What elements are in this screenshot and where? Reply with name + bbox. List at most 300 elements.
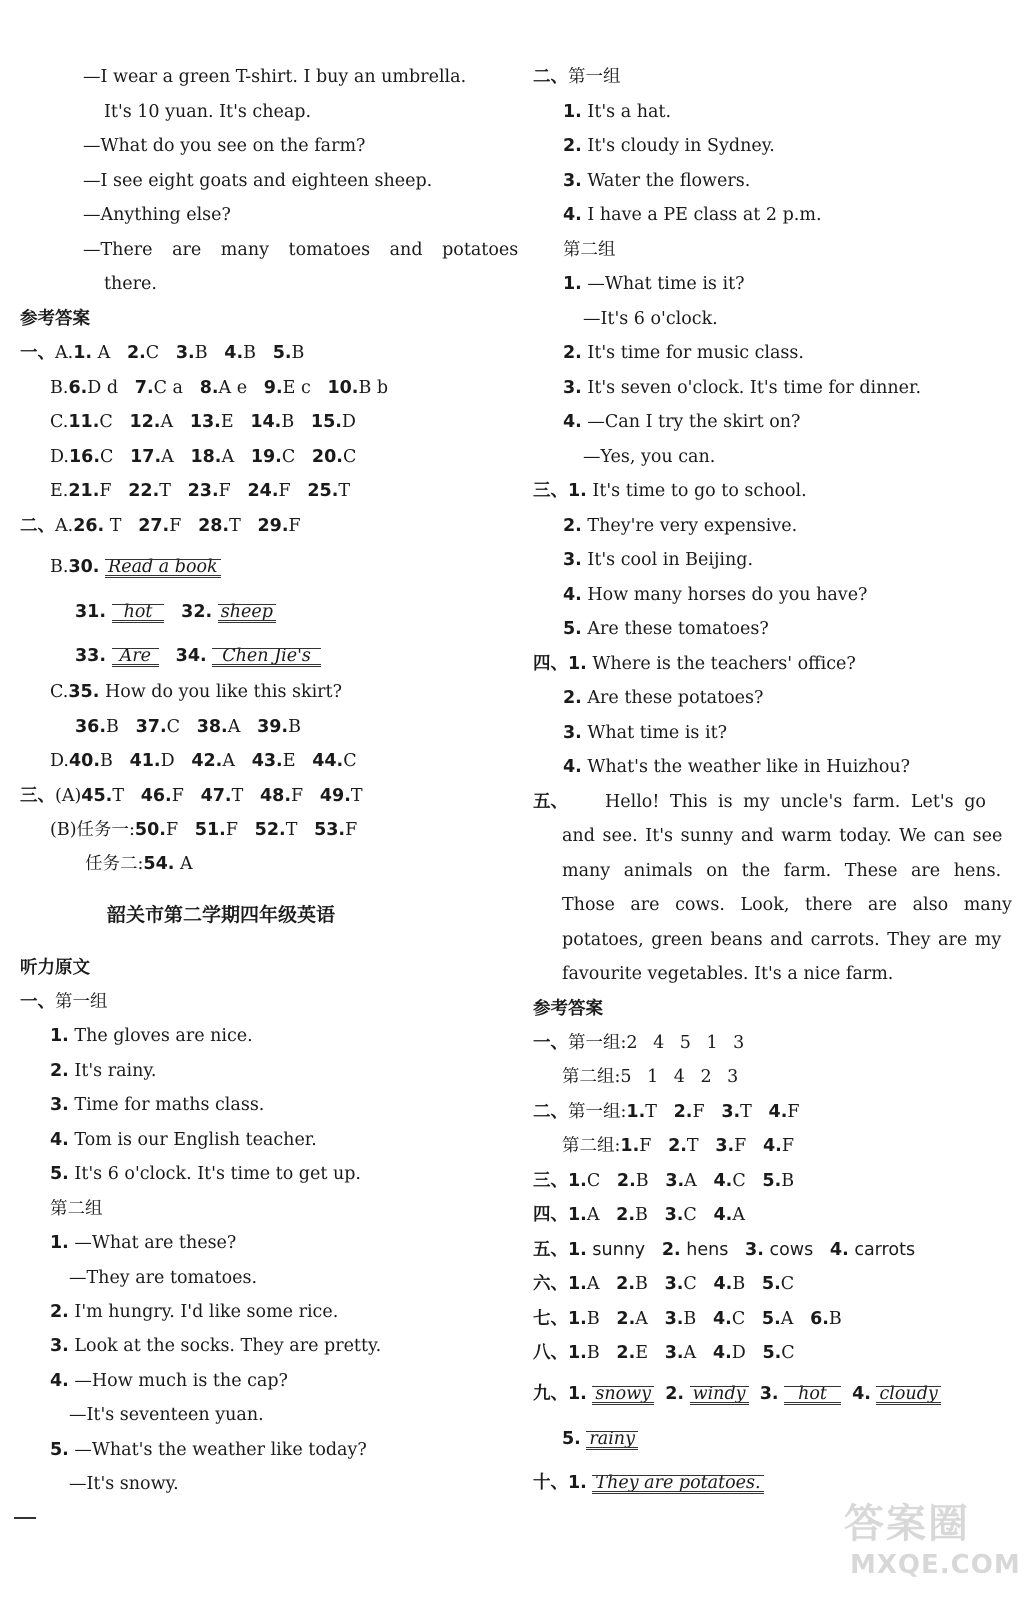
group-label: 第二组 xyxy=(563,240,616,260)
item-answer: A xyxy=(221,447,235,467)
answer-row xyxy=(20,515,301,537)
list-item xyxy=(50,1439,367,1461)
item-answer: B xyxy=(683,1309,697,1329)
answer-row xyxy=(533,1101,800,1123)
item-answer: C xyxy=(586,1171,601,1191)
item-answer: B xyxy=(106,717,119,737)
item-number: 4. xyxy=(763,1136,782,1156)
dialog-line: there. xyxy=(104,274,157,294)
group-answers: 第一组:2 4 5 1 3 xyxy=(568,1033,745,1053)
handwritten-answer: rainy xyxy=(586,1428,638,1450)
item-number: 4. xyxy=(563,205,582,225)
item-answer: A xyxy=(161,447,174,467)
item-number: 2. xyxy=(563,516,582,536)
dialog-line: —Anything else? xyxy=(83,205,231,225)
group-heading xyxy=(533,66,621,88)
answers-heading: 参考答案 xyxy=(20,309,90,329)
item-answer: T xyxy=(686,1136,699,1156)
item-text: Are these potatoes? xyxy=(587,688,764,708)
item-answer: F xyxy=(278,481,291,501)
item-answer: C xyxy=(166,717,180,737)
list-item xyxy=(533,480,807,502)
item-number: 2. xyxy=(563,688,582,708)
item-text: Water the flowers. xyxy=(587,171,751,191)
item-number: 1. xyxy=(568,481,587,501)
list-item xyxy=(563,101,671,123)
item-number: 3. xyxy=(563,378,582,398)
item-answer: B xyxy=(828,1309,842,1329)
item-number: 3. xyxy=(50,1336,69,1356)
divider xyxy=(14,1517,36,1519)
row-prefix: B. xyxy=(50,557,69,577)
item-answer: A xyxy=(97,343,111,363)
item-answer: T xyxy=(231,786,244,806)
item-number: 16. xyxy=(68,447,100,467)
item-answer: F xyxy=(225,820,238,840)
answer-row xyxy=(50,681,342,703)
exam-title: 韶关市第二学期四年级英语 xyxy=(107,904,336,926)
item-number: 4. xyxy=(852,1384,871,1404)
list-item xyxy=(69,1473,179,1495)
row-prefix: A. xyxy=(55,516,74,536)
section-label: 六、 xyxy=(533,1274,568,1294)
handwritten-answer: Are xyxy=(112,645,159,667)
item-text: I have a PE class at 2 p.m. xyxy=(587,205,822,225)
item-number: 17. xyxy=(130,447,162,467)
list-item xyxy=(563,515,797,537)
answer-row xyxy=(75,645,321,667)
item-text: What time is it? xyxy=(587,723,727,743)
item-answer: T xyxy=(740,1102,752,1122)
item-answer: B xyxy=(781,1171,795,1191)
item-text: It's a hat. xyxy=(587,102,672,122)
item-answer: A xyxy=(684,1171,697,1191)
passage-line: many animals on the farm. These are hens. xyxy=(562,861,1002,881)
row-prefix: B. xyxy=(50,378,69,398)
item-number: 45. xyxy=(81,786,113,806)
item-number: 41. xyxy=(129,751,161,771)
item-number: 23. xyxy=(187,481,219,501)
item-text: It's cloudy in Sydney. xyxy=(587,136,775,156)
list-item xyxy=(50,1301,338,1323)
handwritten-answer: Read a book xyxy=(105,556,221,578)
item-number: 4. xyxy=(563,412,582,432)
item-number: 46. xyxy=(140,786,172,806)
item-answer: B xyxy=(100,751,113,771)
item-number: 53. xyxy=(314,820,346,840)
item-answer: T xyxy=(112,786,124,806)
item-answer: B xyxy=(288,717,301,737)
item-number: 2. xyxy=(50,1302,69,1322)
section-label: 三、 xyxy=(533,481,568,501)
item-number: 1. xyxy=(568,1473,587,1493)
section-label: 九、 xyxy=(533,1384,568,1404)
item-answer: E c xyxy=(282,378,311,398)
item-number: 4. xyxy=(50,1371,69,1391)
item-answer: F xyxy=(165,820,179,840)
row-prefix: E. xyxy=(50,481,69,501)
item-number: 51. xyxy=(194,820,226,840)
item-answer: B xyxy=(281,412,295,432)
item-text: —How much is the cap? xyxy=(74,1371,288,1391)
item-answer: F xyxy=(781,1136,794,1156)
item-number: 5. xyxy=(761,1309,781,1329)
section-label: 一、 xyxy=(20,343,55,363)
answer-row xyxy=(50,411,356,433)
list-item xyxy=(50,1094,264,1116)
item-answer: A xyxy=(683,1343,697,1363)
item-answer: B b xyxy=(358,378,389,398)
item-number: 49. xyxy=(319,786,351,806)
item-number: 4. xyxy=(563,585,582,605)
handwritten-answer: windy xyxy=(690,1383,749,1405)
item-answer: C xyxy=(343,751,357,771)
item-number: 2. xyxy=(616,1274,635,1294)
item-number: 43. xyxy=(251,751,283,771)
passage-line: favourite vegetables. It's a nice farm. xyxy=(562,964,894,984)
row-prefix: C. xyxy=(50,412,69,432)
section-label: 一、 xyxy=(20,992,55,1012)
watermark-url: MXQE.COM xyxy=(850,1550,1021,1580)
item-answer: D d xyxy=(87,378,119,398)
row-prefix: (A) xyxy=(55,786,82,806)
item-answer: A e xyxy=(218,378,248,398)
answer-row xyxy=(533,1239,915,1261)
group-label: 第二组: xyxy=(562,1136,621,1156)
item-number: 33. xyxy=(75,646,107,666)
list-item xyxy=(563,170,750,192)
item-text: How many horses do you have? xyxy=(587,585,868,605)
group-label: 第一组: xyxy=(568,1102,627,1122)
item-text: —What are these? xyxy=(74,1233,237,1253)
listening-heading: 听力原文 xyxy=(20,958,90,978)
item-answer: sunny xyxy=(592,1240,646,1260)
answer-row xyxy=(75,601,276,623)
dialog-line: —I wear a green T-shirt. I buy an umbrella. xyxy=(83,67,467,87)
item-number: 1. xyxy=(626,1102,646,1122)
item-text: Look at the socks. They are pretty. xyxy=(74,1336,382,1356)
item-answer: F xyxy=(692,1102,705,1122)
list-item xyxy=(583,446,715,468)
dialog-line: —I see eight goats and eighteen sheep. xyxy=(83,171,433,191)
list-item xyxy=(563,135,775,157)
item-answer: A xyxy=(160,412,174,432)
item-answer: B xyxy=(194,343,208,363)
answer-row xyxy=(533,1032,744,1054)
item-text: Are these tomatoes? xyxy=(587,619,769,639)
item-number: 3. xyxy=(50,1095,69,1115)
answer-row xyxy=(50,819,357,841)
item-answer: D xyxy=(731,1343,746,1363)
item-answer: T xyxy=(229,516,241,536)
answer-row xyxy=(50,446,356,468)
item-text: It's 6 o'clock. It's time to get up. xyxy=(74,1164,361,1184)
item-number: 54. xyxy=(143,854,175,874)
item-number: 50. xyxy=(134,820,166,840)
item-text: —Yes, you can. xyxy=(583,447,716,467)
item-answer: E xyxy=(635,1343,649,1363)
item-answer: T xyxy=(159,481,171,501)
section-label: 三、 xyxy=(20,786,55,806)
list-item xyxy=(563,687,763,709)
group-heading xyxy=(20,991,108,1013)
group-label: 第二组 xyxy=(50,1199,103,1219)
item-number: 14. xyxy=(250,412,282,432)
list-item xyxy=(50,1370,288,1392)
item-answer: B xyxy=(586,1309,600,1329)
item-number: 4. xyxy=(563,757,582,777)
row-prefix: (B)任务一: xyxy=(50,820,135,840)
item-number: 4. xyxy=(224,343,244,363)
answer-row xyxy=(50,556,221,578)
item-number: 1. xyxy=(563,274,582,294)
item-number: 4. xyxy=(768,1102,788,1122)
list-item xyxy=(50,1163,361,1185)
handwritten-answer: hot xyxy=(112,601,165,623)
row-prefix: A. xyxy=(55,343,74,363)
item-number: 1. xyxy=(50,1026,69,1046)
item-number: 1. xyxy=(568,1240,587,1260)
item-number: 3. xyxy=(745,1240,764,1260)
item-number: 4. xyxy=(712,1309,732,1329)
item-number: 26. xyxy=(73,516,105,536)
item-text: It's time for music class. xyxy=(587,343,804,363)
section-label: 二、 xyxy=(533,1102,568,1122)
answer-row xyxy=(75,716,301,738)
item-answer: T xyxy=(645,1102,657,1122)
item-number: 4. xyxy=(713,1205,733,1225)
list-item xyxy=(533,653,856,675)
item-answer: C xyxy=(732,1171,746,1191)
item-number: 3. xyxy=(563,550,582,570)
list-item xyxy=(50,1025,253,1047)
item-answer: T xyxy=(109,516,122,536)
item-answer: D xyxy=(160,751,175,771)
item-answer: C xyxy=(100,447,114,467)
section-label: 十、 xyxy=(533,1473,568,1493)
item-number: 5. xyxy=(762,1343,782,1363)
item-answer: B xyxy=(635,1205,648,1225)
list-item xyxy=(563,584,867,606)
answer-row xyxy=(50,480,350,502)
item-number: 1. xyxy=(73,343,93,363)
item-number: 36. xyxy=(75,717,107,737)
item-number: 4. xyxy=(50,1130,69,1150)
dialog-line: —There are many tomatoes and potatoes xyxy=(83,240,519,260)
item-number: 2. xyxy=(616,1343,636,1363)
item-number: 4. xyxy=(713,1171,733,1191)
item-number: 5. xyxy=(761,1274,781,1294)
row-prefix: D. xyxy=(50,751,69,771)
dialog-line: It's 10 yuan. It's cheap. xyxy=(104,102,312,122)
section-label: 七、 xyxy=(533,1309,568,1329)
item-number: 3. xyxy=(563,171,582,191)
item-text: It's cool in Beijing. xyxy=(587,550,754,570)
row-prefix: D. xyxy=(50,447,69,467)
item-number: 2. xyxy=(50,1061,69,1081)
item-answer: C xyxy=(683,1205,697,1225)
item-number: 27. xyxy=(138,516,170,536)
item-answer: B xyxy=(586,1343,600,1363)
list-item xyxy=(563,618,769,640)
answer-row xyxy=(20,785,363,807)
item-number: 37. xyxy=(135,717,167,737)
item-text: —Can I try the skirt on? xyxy=(587,412,801,432)
item-answer: C xyxy=(99,412,113,432)
item-number: 1. xyxy=(563,102,582,122)
item-number: 2. xyxy=(563,343,582,363)
item-answer: C xyxy=(781,1343,795,1363)
passage-line: and see. It's sunny and warm today. We can see xyxy=(562,826,1003,846)
item-answer: F xyxy=(291,786,304,806)
item-number: 34. xyxy=(175,646,207,666)
item-number: 21. xyxy=(68,481,100,501)
handwritten-answer: They are potatoes. xyxy=(592,1472,763,1494)
item-answer: C xyxy=(145,343,160,363)
item-text: —It's seventeen yuan. xyxy=(69,1405,264,1425)
list-item xyxy=(50,1060,157,1082)
watermark xyxy=(838,1492,1028,1596)
item-text: —It's snowy. xyxy=(69,1474,179,1494)
item-number: 3. xyxy=(664,1343,684,1363)
list-item xyxy=(563,549,753,571)
item-number: 2. xyxy=(661,1240,681,1260)
answer-row xyxy=(50,377,388,399)
item-answer: A xyxy=(732,1205,745,1225)
item-answer: T xyxy=(338,481,351,501)
item-answer: B xyxy=(635,1171,649,1191)
item-answer: T xyxy=(285,820,298,840)
item-text: How do you like this skirt? xyxy=(104,682,342,702)
item-number: 10. xyxy=(327,378,359,398)
answer-row xyxy=(533,1170,794,1192)
list-item xyxy=(583,308,718,330)
answer-row xyxy=(50,750,357,772)
answer-row xyxy=(533,1273,794,1295)
list-item xyxy=(69,1404,264,1426)
section-label: 四、 xyxy=(533,1205,568,1225)
answer-row xyxy=(85,853,193,875)
item-number: 3. xyxy=(664,1274,684,1294)
item-answer: A xyxy=(227,717,241,737)
group-answers: 第二组:5 1 4 2 3 xyxy=(562,1067,739,1087)
item-answer: T xyxy=(350,786,363,806)
item-text: It's seven o'clock. It's time for dinner. xyxy=(587,378,922,398)
section-label: 二、 xyxy=(20,516,55,536)
item-number: 5. xyxy=(762,1171,782,1191)
item-number: 13. xyxy=(189,412,221,432)
item-text: What's the weather like in Huizhou? xyxy=(587,757,911,777)
item-number: 6. xyxy=(810,1309,829,1329)
section-label: 五、 xyxy=(533,1240,568,1260)
item-number: 32. xyxy=(181,602,213,622)
section-label: 三、 xyxy=(533,1171,568,1191)
item-number: 6. xyxy=(68,378,88,398)
item-text: I'm hungry. I'd like some rice. xyxy=(74,1302,339,1322)
item-answer: F xyxy=(734,1136,747,1156)
section-label: 八、 xyxy=(533,1343,568,1363)
item-answer: E xyxy=(220,412,234,432)
item-number: 22. xyxy=(128,481,160,501)
list-item xyxy=(563,756,910,778)
item-number: 2. xyxy=(673,1102,693,1122)
item-text: —What's the weather like today? xyxy=(74,1440,367,1460)
item-number: 1. xyxy=(568,654,587,674)
item-number: 5. xyxy=(50,1440,69,1460)
item-answer: F xyxy=(345,820,358,840)
watermark-text: 答案圈 xyxy=(844,1501,970,1547)
item-number: 1. xyxy=(568,1171,587,1191)
item-answer: A xyxy=(180,854,193,874)
item-text: The gloves are nice. xyxy=(74,1026,253,1046)
answer-row xyxy=(533,1342,795,1364)
dialog-line: —What do you see on the farm? xyxy=(83,136,366,156)
item-answer: C xyxy=(281,447,296,467)
item-number: 24. xyxy=(247,481,279,501)
item-answer: A xyxy=(586,1274,600,1294)
row-prefix: C. xyxy=(50,682,69,702)
handwritten-answer: Chen Jie's xyxy=(212,645,321,667)
item-number: 2. xyxy=(616,1205,635,1225)
item-number: 19. xyxy=(250,447,282,467)
item-number: 3. xyxy=(665,1171,685,1191)
list-item xyxy=(50,1232,236,1254)
item-number: 3. xyxy=(759,1384,779,1404)
item-number: 5. xyxy=(563,619,582,639)
item-number: 1. xyxy=(568,1309,587,1329)
item-answer: D xyxy=(341,412,356,432)
item-number: 11. xyxy=(68,412,100,432)
item-number: 7. xyxy=(134,378,154,398)
answer-row xyxy=(533,1204,745,1226)
item-text: Where is the teachers' office? xyxy=(592,654,856,674)
item-number: 47. xyxy=(200,786,232,806)
handwritten-answer: hot xyxy=(784,1383,841,1405)
item-text: Tom is our English teacher. xyxy=(74,1130,317,1150)
handwritten-answer: snowy xyxy=(592,1383,654,1405)
item-number: 2. xyxy=(616,1171,636,1191)
item-text: Time for maths class. xyxy=(74,1095,265,1115)
handwritten-answer: sheep xyxy=(218,601,276,623)
item-number: 2. xyxy=(665,1384,685,1404)
item-number: 3. xyxy=(664,1309,684,1329)
item-answer: B xyxy=(291,343,305,363)
handwritten-answer: cloudy xyxy=(876,1383,940,1405)
group-label: 第一组 xyxy=(568,67,621,87)
answer-row xyxy=(20,342,304,364)
item-answer: hens xyxy=(686,1240,729,1260)
item-answer: C a xyxy=(153,378,183,398)
answer-row xyxy=(533,1308,842,1330)
item-number: 1. xyxy=(568,1384,587,1404)
list-item xyxy=(50,1335,381,1357)
item-number: 35. xyxy=(68,682,100,702)
item-number: 1. xyxy=(568,1205,587,1225)
section-label: 二、 xyxy=(533,67,568,87)
item-number: 3. xyxy=(715,1136,735,1156)
item-number: 8. xyxy=(199,378,219,398)
item-number: 38. xyxy=(196,717,228,737)
list-item xyxy=(563,342,804,364)
item-number: 48. xyxy=(259,786,291,806)
item-answer: B xyxy=(243,343,256,363)
item-number: 3. xyxy=(664,1205,684,1225)
item-answer: F xyxy=(171,786,184,806)
item-number: 1. xyxy=(620,1136,640,1156)
item-number: 5. xyxy=(562,1429,581,1449)
item-number: 1. xyxy=(50,1233,69,1253)
item-number: 39. xyxy=(257,717,289,737)
